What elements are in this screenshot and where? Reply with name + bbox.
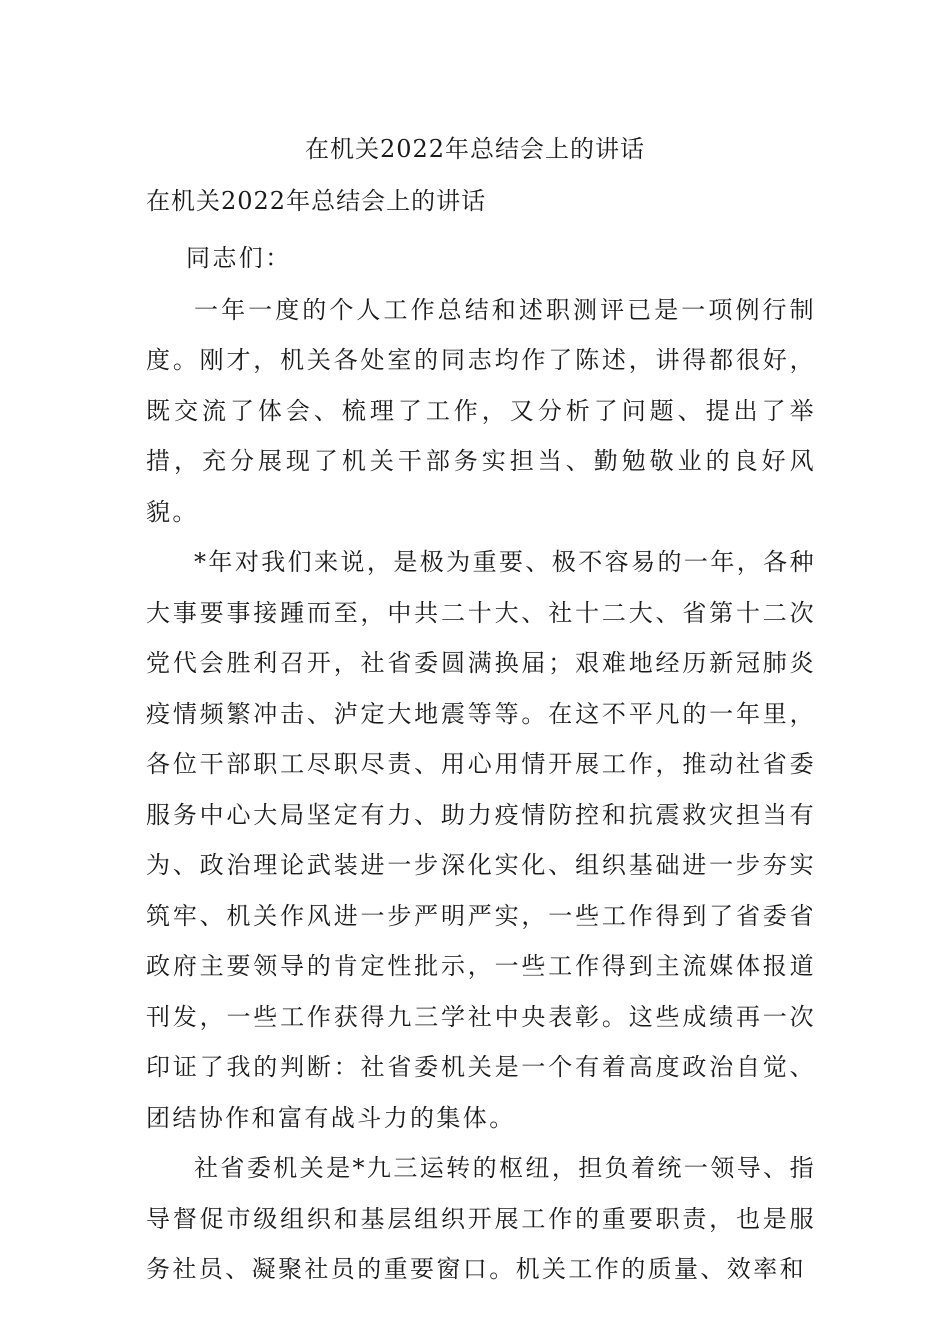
paragraph-2: *年对我们来说，是极为重要、极不容易的一年，各种大事要事接踵而至，中共二十大、社十二大、省第十二次党代会胜利召开，社省委圆满换届；艰难地经历新冠肺炎疫情频繁冲击、泸定大地震等等。在这不平凡的一年里，各位干部职工尽职尽责、用心用情开展工作，推动社省委服务中心大局坚定有力、助力疫情防控和抗震救灾担当有为、政治理论武装进一步深化实化、组织基础进一步夯实筑牢、机关作风进一步严明严实，一些工作得到了省委省政府主要领导的肯定性批示，一些工作得到主流媒体报道刊发，一些工作获得九三学社中央表彰。这些成绩再一次印证了我的判断：社省委机关是一个有着高度政治自觉、团结协作和富有战斗力的集体。 [146, 548, 816, 1132]
document-subtitle: 在机关2022年总结会上的讲话 [146, 187, 487, 215]
paragraph-1: 一年一度的个人工作总结和述职测评已是一项例行制度。刚才，机关各处室的同志均作了陈述，讲得都很好，既交流了体会、梳理了工作，又分析了问题、提出了举措，充分展现了机关干部务实担当、勤勉敬业的良好风貌。 [146, 295, 816, 526]
document-title: 在机关2022年总结会上的讲话 [304, 135, 646, 163]
salutation: 同志们： [186, 244, 292, 272]
document-body [146, 233, 816, 1295]
paragraph-3: 社省委机关是*九三运转的枢纽，担负着统一领导、指导督促市级组织和基层组织开展工作的重要职责，也是服务社员、凝聚社员的重要窗口。机关工作的质量、效率和 [146, 1154, 816, 1283]
